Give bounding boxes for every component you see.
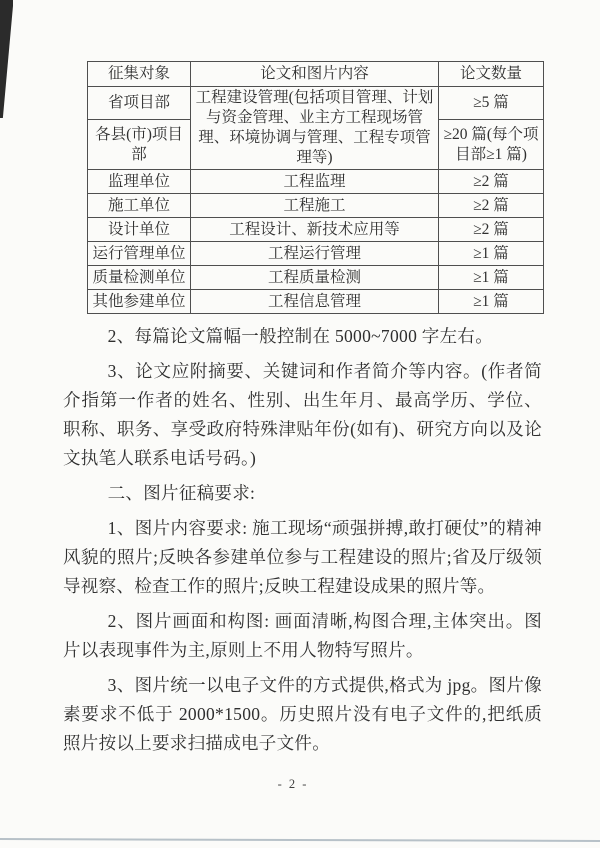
cell-content: 工程运行管理	[191, 242, 439, 266]
cell-quantity: ≥5 篇	[439, 87, 544, 120]
cell-target: 设计单位	[88, 218, 191, 242]
cell-target: 质量检测单位	[88, 266, 191, 290]
page-number: - 2 -	[277, 777, 309, 791]
section-heading-photo-requirements: 二、图片征稿要求:	[107, 483, 256, 503]
scan-edge-artifact-bottom	[0, 838, 600, 842]
table-row	[88, 290, 544, 314]
paragraph-photo-composition: 2、图片画面和构图: 画面清晰,构图合理,主体突出。图片以表现事件为主,原则上不用人物特写照片。	[63, 611, 542, 660]
table-row	[88, 170, 544, 194]
cell-content-merged: 工程建设管理(包括项目管理、计划与资金管理、业主方工程现场管理、环境协调与管理、工程专项管理等)	[191, 87, 439, 170]
cell-content: 工程信息管理	[191, 290, 439, 314]
paragraph-photo-content: 1、图片内容要求: 施工现场“顽强拼搏,敢打硬仗”的精神风貌的照片;反映各参建单位参与工程建设的照片;省及厅级领导视察、检查工作的照片;反映工程建设成果的照片等。	[63, 518, 542, 596]
cell-quantity: ≥20 篇(每个项目部≥1 篇)	[439, 120, 544, 170]
cell-target: 其他参建单位	[88, 290, 191, 314]
cell-quantity: ≥1 篇	[439, 242, 544, 266]
column-header-target: 征集对象	[88, 62, 191, 87]
document-content	[63, 0, 542, 764]
table-row	[88, 87, 544, 120]
cell-quantity: ≥1 篇	[439, 290, 544, 314]
table-row	[88, 266, 544, 290]
cell-quantity: ≥2 篇	[439, 218, 544, 242]
cell-quantity: ≥2 篇	[439, 170, 544, 194]
cell-target: 各县(市)项目部	[88, 120, 191, 170]
cell-target: 施工单位	[88, 194, 191, 218]
submission-requirements-table	[87, 61, 544, 314]
table-header-row	[88, 62, 544, 87]
paragraph-essay-abstract-author: 3、论文应附摘要、关键词和作者简介等内容。(作者简介指第一作者的姓名、性别、出生年月、最高学历、学位、职称、职务、享受政府特殊津贴年份(如有)、研究方向以及论文执笔人联系电话号码。)	[63, 361, 542, 468]
column-header-quantity: 论文数量	[439, 62, 544, 87]
cell-quantity: ≥1 篇	[439, 266, 544, 290]
cell-content: 工程质量检测	[191, 266, 439, 290]
cell-target: 运行管理单位	[88, 242, 191, 266]
cell-target: 省项目部	[88, 87, 191, 120]
paragraph-essay-length: 2、每篇论文篇幅一般控制在 5000~7000 字左右。	[107, 326, 493, 346]
cell-content: 工程监理	[191, 170, 439, 194]
cell-target: 监理单位	[88, 170, 191, 194]
table-row	[88, 242, 544, 266]
paragraph-photo-format: 3、图片统一以电子文件的方式提供,格式为 jpg。图片像素要求不低于 2000*1500。历史照片没有电子文件的,把纸质照片按以上要求扫描成电子文件。	[63, 675, 542, 753]
scan-edge-artifact-top-left	[0, 0, 13, 118]
cell-content: 工程施工	[191, 194, 439, 218]
cell-content: 工程设计、新技术应用等	[191, 218, 439, 242]
table-row	[88, 218, 544, 242]
cell-quantity: ≥2 篇	[439, 194, 544, 218]
column-header-content: 论文和图片内容	[191, 62, 439, 87]
table-row	[88, 194, 544, 218]
